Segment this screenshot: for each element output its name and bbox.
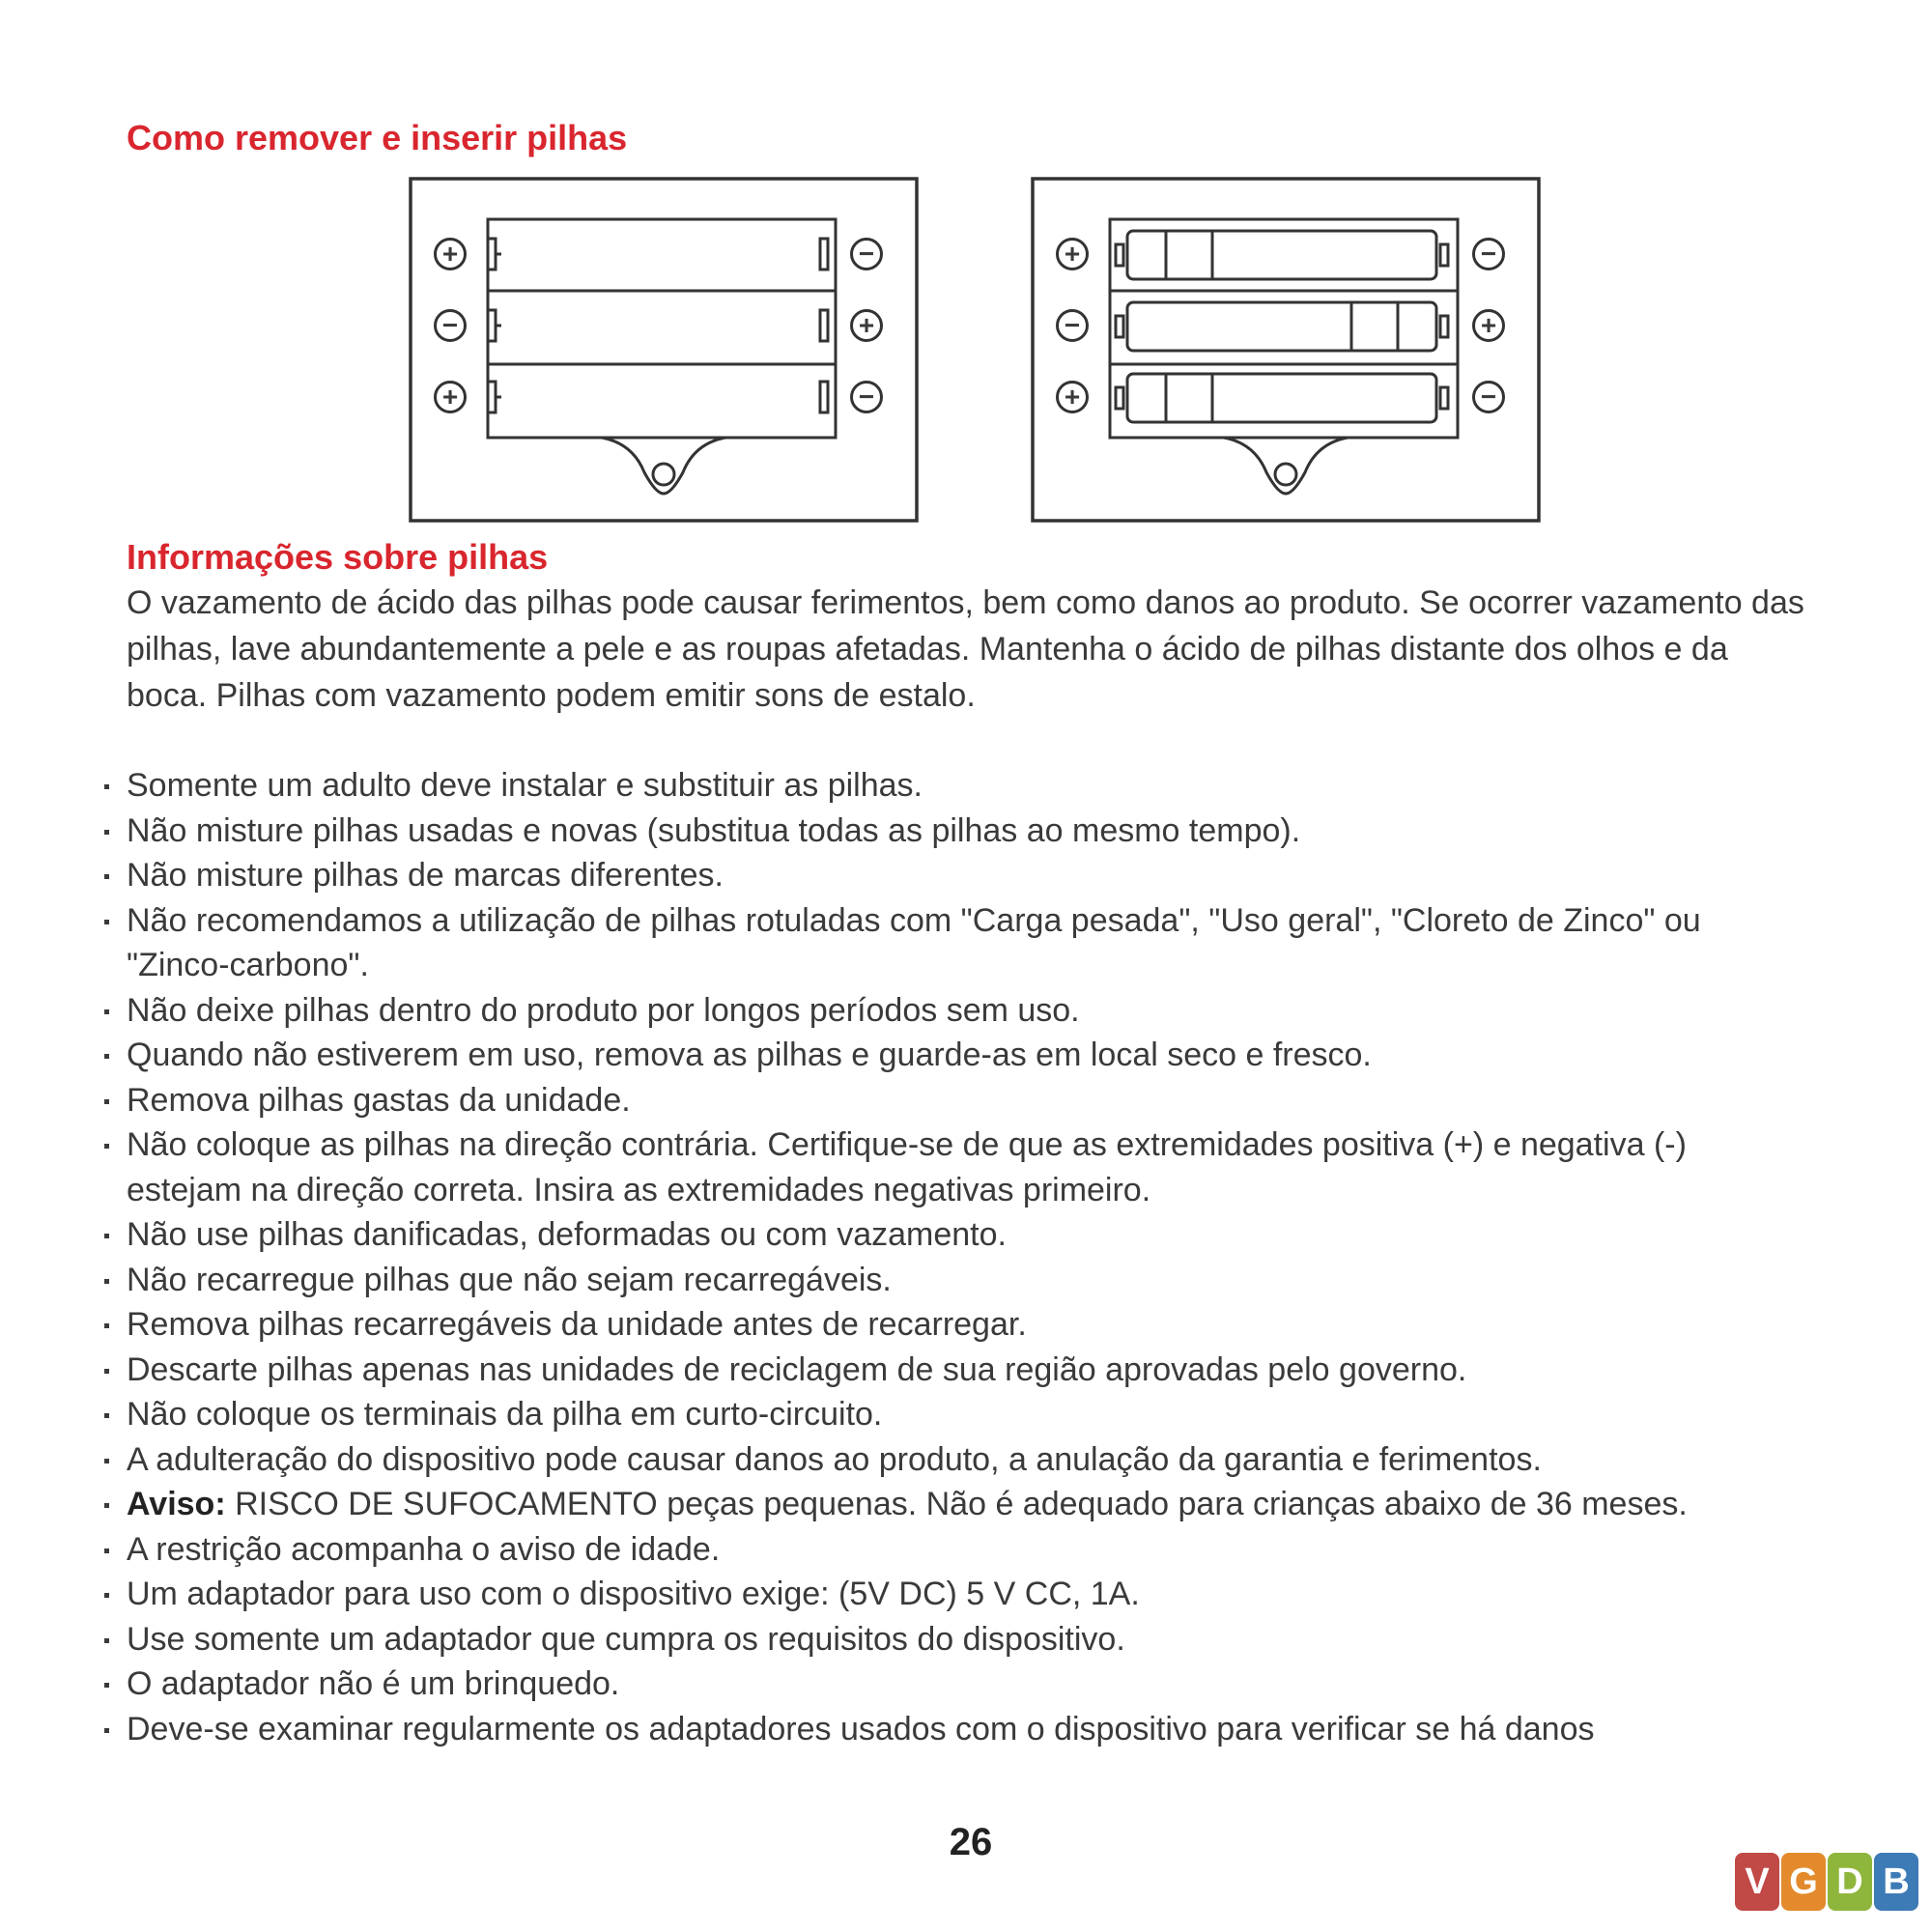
list-item: Somente um adulto deve instalar e substituir as pilhas. [97,763,1826,809]
list-item: Não coloque os terminais da pilha em curto-circuito. [97,1392,1826,1437]
minus-terminal-icon: − [1472,238,1505,270]
list-item: Use somente um adaptador que cumpra os requisitos do dispositivo. [97,1617,1826,1662]
list-item: Um adaptador para uso com o dispositivo exige: (5V DC) 5 V CC, 1A. [97,1572,1826,1617]
list-item: Não misture pilhas usadas e novas (substitua todas as pilhas ao mesmo tempo). [97,809,1826,854]
list-item: Não misture pilhas de marcas diferentes. [97,853,1826,898]
list-item: Não recarregue pilhas que não sejam recarregáveis. [97,1258,1826,1303]
minus-terminal-icon: − [850,238,883,270]
plus-terminal-icon: + [1472,309,1505,342]
section-title-battery-info: Informações sobre pilhas [127,537,549,577]
list-item: A adulteração do dispositivo pode causar danos ao produto, a anulação da garantia e ferimentos. [97,1437,1826,1483]
list-item: Deve-se examinar regularmente os adaptadores usados com o dispositivo para verificar se há danos [97,1707,1826,1752]
battery-leak-intro-paragraph: O vazamento de ácido das pilhas pode causar ferimentos, bem como danos ao produto. Se ocorrer vazamento das pilhas, lave abundantemente a pele e as roupas afetadas. Mantenha o ácido de pilhas distante dos olhos e da boca. Pilhas com vazamento podem emitir sons de estalo. [127,584,1804,714]
warning-label: Aviso: [127,1486,226,1522]
list-item: Não coloque as pilhas na direção contrária. Certifique-se de que as extremidades positiva (+) e negativa (-) estejam na direção correta. Insira as extremidades negativas primeiro. [97,1122,1807,1212]
battery-compartment-loaded-diagram [1031,177,1541,523]
list-item: Não recomendamos a utilização de pilhas rotuladas com "Carga pesada", "Uso geral", "Cloreto de Zinco" ou "Zinco-carbono". [97,898,1807,988]
watermark-letter: V [1735,1853,1779,1911]
watermark-letter: B [1874,1853,1918,1911]
vgdb-watermark-logo [1735,1853,1928,1930]
plus-terminal-icon: + [1056,238,1089,270]
plus-terminal-icon: + [1056,381,1089,413]
warning-list-item [97,1482,1807,1527]
plus-terminal-icon: + [434,381,467,413]
battery-safety-list [97,763,1826,1751]
watermark-letter: D [1828,1853,1872,1911]
list-item: Remova pilhas recarregáveis da unidade antes de recarregar. [97,1302,1826,1348]
list-item: Não use pilhas danificadas, deformadas ou com vazamento. [97,1212,1826,1258]
list-item: Descarte pilhas apenas nas unidades de reciclagem de sua região aprovadas pelo governo. [97,1348,1826,1393]
minus-terminal-icon: − [1056,309,1089,342]
section-title-remove-insert: Como remover e inserir pilhas [127,118,628,157]
list-item: Quando não estiverem em uso, remova as pilhas e guarde-as em local seco e fresco. [97,1033,1826,1078]
list-item: A restrição acompanha o aviso de idade. [97,1527,1826,1573]
battery-compartment-empty-diagram [409,177,919,523]
plus-terminal-icon: + [850,309,883,342]
watermark-letter: G [1781,1853,1826,1911]
minus-terminal-icon: − [434,309,467,342]
minus-terminal-icon: − [850,381,883,413]
list-item: Não deixe pilhas dentro do produto por longos períodos sem uso. [97,988,1826,1034]
page-number: 26 [949,1821,993,1863]
minus-terminal-icon: − [1472,381,1505,413]
warning-text: RISCO DE SUFOCAMENTO peças pequenas. Não é adequado para crianças abaixo de 36 meses. [235,1486,1688,1522]
list-item: Remova pilhas gastas da unidade. [97,1078,1826,1123]
list-item: O adaptador não é um brinquedo. [97,1662,1826,1707]
plus-terminal-icon: + [434,238,467,270]
